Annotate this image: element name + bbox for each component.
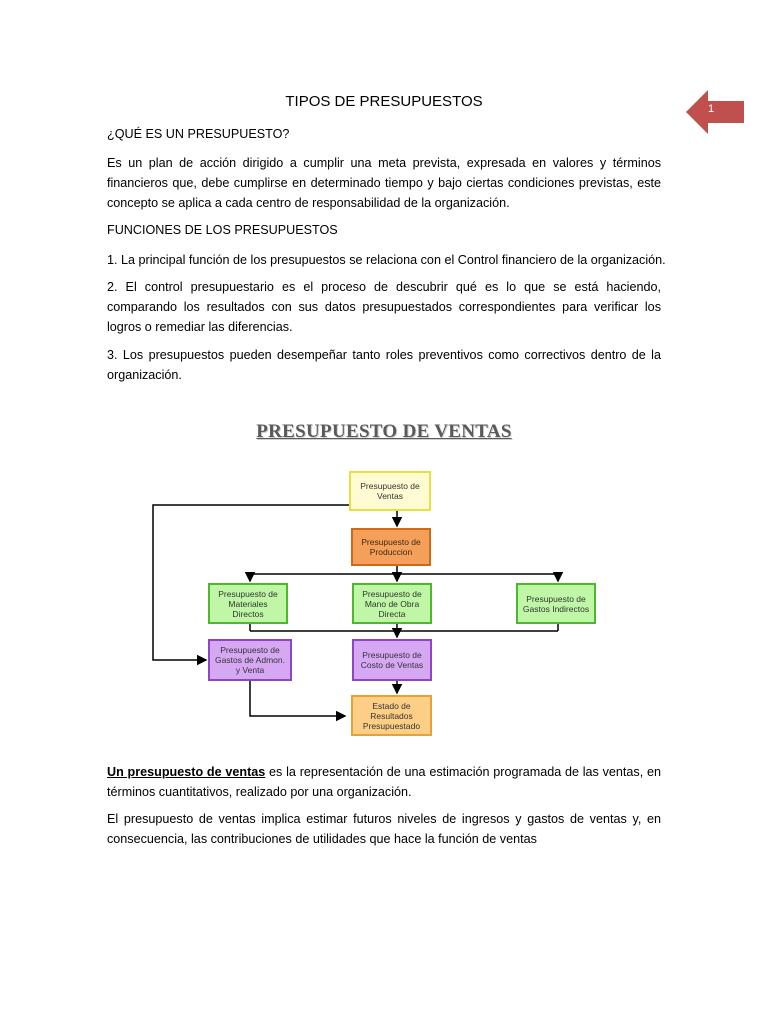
box-presupuesto-produccion: Presupuesto de Produccion — [351, 528, 431, 566]
function-1: 1. La principal función de los presupuestos se relaciona con el Control financiero de la organización. — [107, 253, 666, 267]
sales-definition-paragraph — [107, 762, 661, 802]
box-materiales-directos: Presupuesto de Materiales Directos — [208, 583, 288, 624]
page-number-badge — [686, 90, 746, 134]
box-gastos-admon-venta: Presupuesto de Gastos de Admon. y Venta — [208, 639, 292, 681]
diagram-title: PRESUPUESTO DE VENTAS — [256, 421, 512, 442]
sales-definition-text: es la representación de una estimación programada de las ventas, en términos cuantitativos, realizado por una organización. — [107, 765, 661, 799]
sales-paragraph-2: El presupuesto de ventas implica estimar futuros niveles de ingresos y gastos de ventas y, en consecuencia, las contribuciones de utilidades que hace la función de ventas — [107, 812, 661, 846]
box-costo-ventas: Presupuesto de Costo de Ventas — [352, 639, 432, 681]
definition-paragraph: Es un plan de acción dirigido a cumplir una meta prevista, expresada en valores y términos financieros que, debe cumplirse en determinado tiempo y bajo ciertas condiciones previstas, este concepto se aplica a cada centro de responsabilidad de la organización. — [107, 156, 661, 210]
page-title: TIPOS DE PRESUPUESTOS — [285, 93, 483, 110]
sales-definition-term: Un presupuesto de ventas — [107, 765, 266, 779]
function-2: 2. El control presupuestario es el proceso de descubrir qué es lo que se está haciendo, comparando los resultados con sus datos presupuestados correspondientes para verificar los logros o remediar las diferencias. — [107, 280, 661, 334]
box-presupuesto-ventas: Presupuesto de Ventas — [349, 471, 431, 511]
box-estado-resultados: Estado de Resultados Presupuestado — [351, 695, 432, 736]
question-heading: ¿QUÉ ES UN PRESUPUESTO? — [107, 127, 290, 141]
box-gastos-indirectos: Presupuesto de Gastos Indirectos — [516, 583, 596, 624]
functions-heading: FUNCIONES DE LOS PRESUPUESTOS — [107, 223, 338, 237]
box-mano-obra-directa: Presupuesto de Mano de Obra Directa — [352, 583, 432, 624]
function-3: 3. Los presupuestos pueden desempeñar tanto roles preventivos como correctivos dentro de la organización. — [107, 348, 661, 382]
page-number: 1 — [707, 103, 715, 115]
arrow-admon-estado — [250, 681, 345, 716]
